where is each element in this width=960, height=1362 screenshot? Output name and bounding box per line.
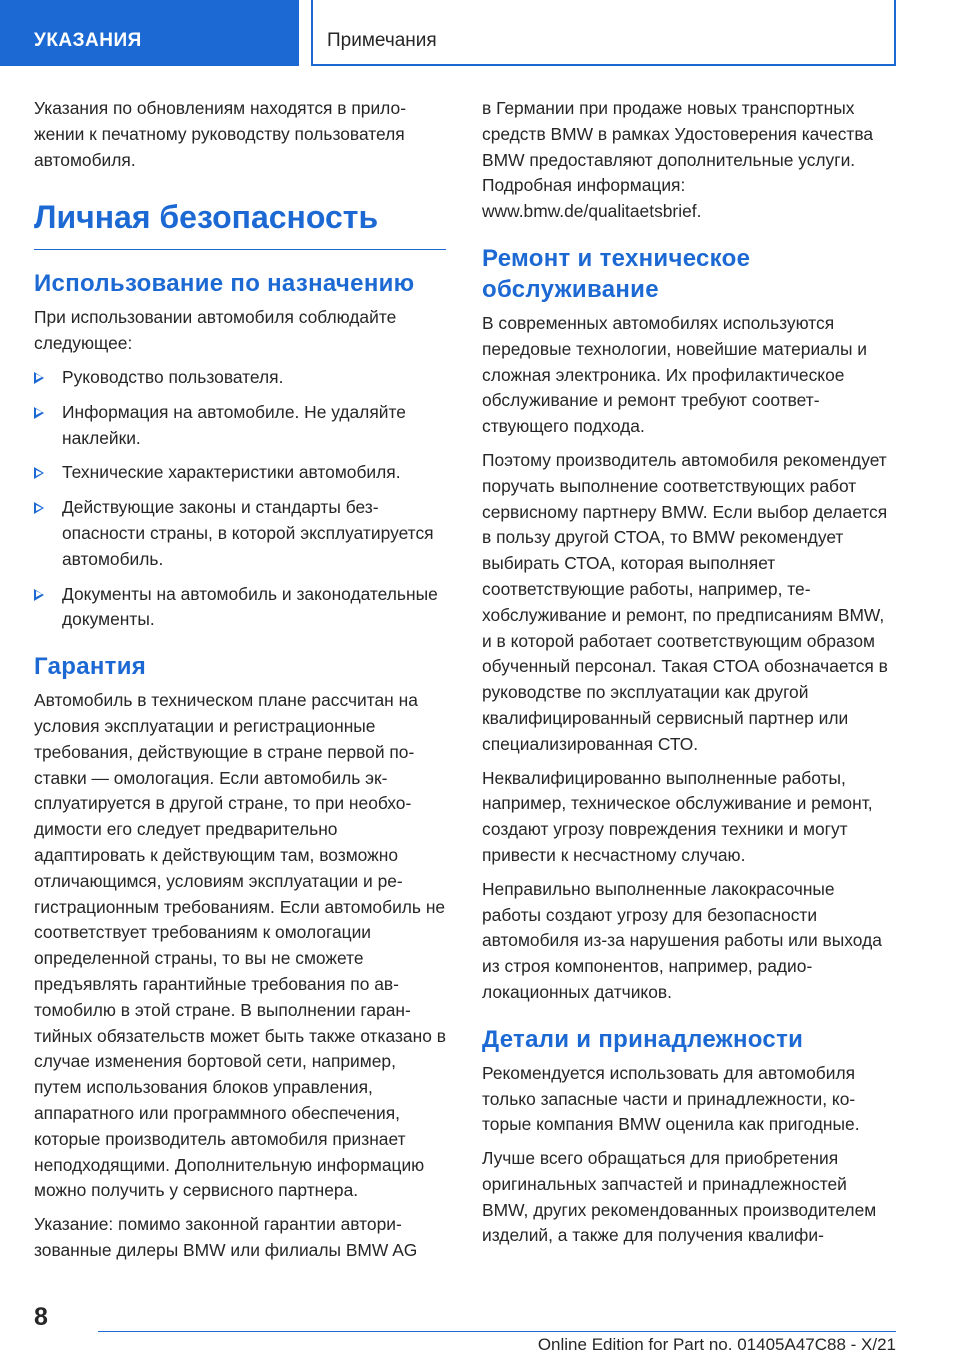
usage-lead: При использовании автомобиля соблюдайте следующее:: [34, 307, 397, 354]
warranty-continuation: в Германии при продаже новых транспортных средств BMW в рамках Удостоверения качества BMW предоставляют дополнительные услуги. Подробная информация: www.bmw.de/qualitaetsbrief.: [482, 98, 874, 222]
triangle-bullet-icon: [34, 372, 44, 384]
section-header-label: Примечания: [327, 30, 437, 51]
section-header: [311, 0, 896, 66]
page-title: Личная безопасность: [34, 197, 446, 250]
repair-heading: Ремонт и техническое обслуживание: [482, 244, 751, 303]
footer-divider: [98, 1331, 896, 1332]
intro-paragraph: Указания по обновлениям находятся в приложении к печатному руководству пользователя автомобиля.: [34, 98, 406, 170]
list-item: Информация на автомобиле. Не удаляйте наклейки.: [34, 400, 446, 452]
parts-paragraph-2: Лучше всего обращаться для приобретения оригинальных запчастей и принадлежностей BMW, других рекомендованных производителем изделий, а также для получения квалифи-: [482, 1148, 877, 1246]
warranty-heading: Гарантия: [34, 653, 147, 681]
triangle-bullet-icon: [34, 407, 44, 419]
list-item: Документы на автомобиль и законодательные документы.: [34, 582, 446, 634]
warranty-paragraph: Автомобиль в техническом плане рассчитан на условия эксплуатации и регистрационные требования, действующие в стране первой поставки — омологация. Если автомобиль эксплуатируется в другой стране, то при необходимости его следует предварительно адаптировать к действующим там, возможно отличающимся, условиям эксплуатации и регистрационным требованиям. Если автомобиль не соответствует требованиям к омологации определенной страны, то вы не сможете предъявлять гарантийные требования по автомобилю в этой стране. В выполнении гарантийных обязательств может быть также отказано в случае изменения бортовой сети, например, путем использования блоков управления, аппаратного или программного обеспечения, которые производитель автомобиля признает неподходящими. Дополнительную информацию можно получить у сервисного партнера.: [34, 690, 446, 1201]
triangle-bullet-icon: [34, 502, 44, 514]
usage-list: [34, 365, 446, 633]
right-column: [482, 96, 896, 1257]
chapter-tab-label: УКАЗАНИЯ: [34, 30, 142, 51]
page-number: 8: [34, 1303, 48, 1331]
repair-paragraph-4: Неправильно выполненные лакокрасочные работы создают угрозу для безопасности автомобиля из-за нарушения работы или выхода из строя компонентов, например, радиолокационных датчиков.: [482, 878, 882, 1002]
list-item: Технические характеристики автомобиля.: [34, 460, 446, 486]
triangle-bullet-icon: [34, 467, 44, 479]
list-item: Руководство пользователя.: [34, 365, 446, 391]
repair-paragraph-2: Поэтому производитель автомобиля рекомендует поручать выполнение соответствующих работ сервисному партнеру BMW. Если выбор делается в пользу другой СТОА, то BMW рекомендует выбирать СТОА, которая выполняет соответствующие работы, например, техобслуживание и ремонт, по предписаниям BMW, и в которой работает соответствующим образом обученный персонал. Такая СТОА обозначается в руководстве по эксплуатации как другой квалифицированный сервисный партнер или специализированная СТО.: [482, 449, 888, 754]
parts-paragraph-1: Рекомендуется использовать для автомобиля только запасные части и принадлежности, которые компания BMW оценила как пригодные.: [482, 1062, 860, 1135]
footer-edition: Online Edition for Part no. 01405A47C88 - X/21: [537, 1335, 896, 1354]
warranty-note: Указание: помимо законной гарантии авторизованные дилеры BMW или филиалы BMW AG: [34, 1214, 418, 1260]
list-item: Действующие законы и стандарты безопасности страны, в которой эксплуатируется автомобиль.: [34, 495, 446, 572]
chapter-tab[interactable]: [0, 0, 299, 66]
repair-paragraph-3: Неквалифицированно выполненные работы, например, техническое обслуживание и ремонт, создают угрозу повреждения техники и могут привести к несчастному случаю.: [482, 767, 873, 865]
usage-heading: Использование по назначению: [34, 270, 415, 298]
repair-paragraph-1: В современных автомобилях используются передовые технологии, новейшие материалы и сложная электроника. Их профилактическое обслуживание и ремонт требуют соответствующего подхода.: [482, 312, 868, 437]
page-header: [0, 0, 960, 66]
left-column: [34, 96, 446, 1272]
triangle-bullet-icon: [34, 589, 44, 601]
parts-heading: Детали и принадлежности: [482, 1025, 804, 1053]
